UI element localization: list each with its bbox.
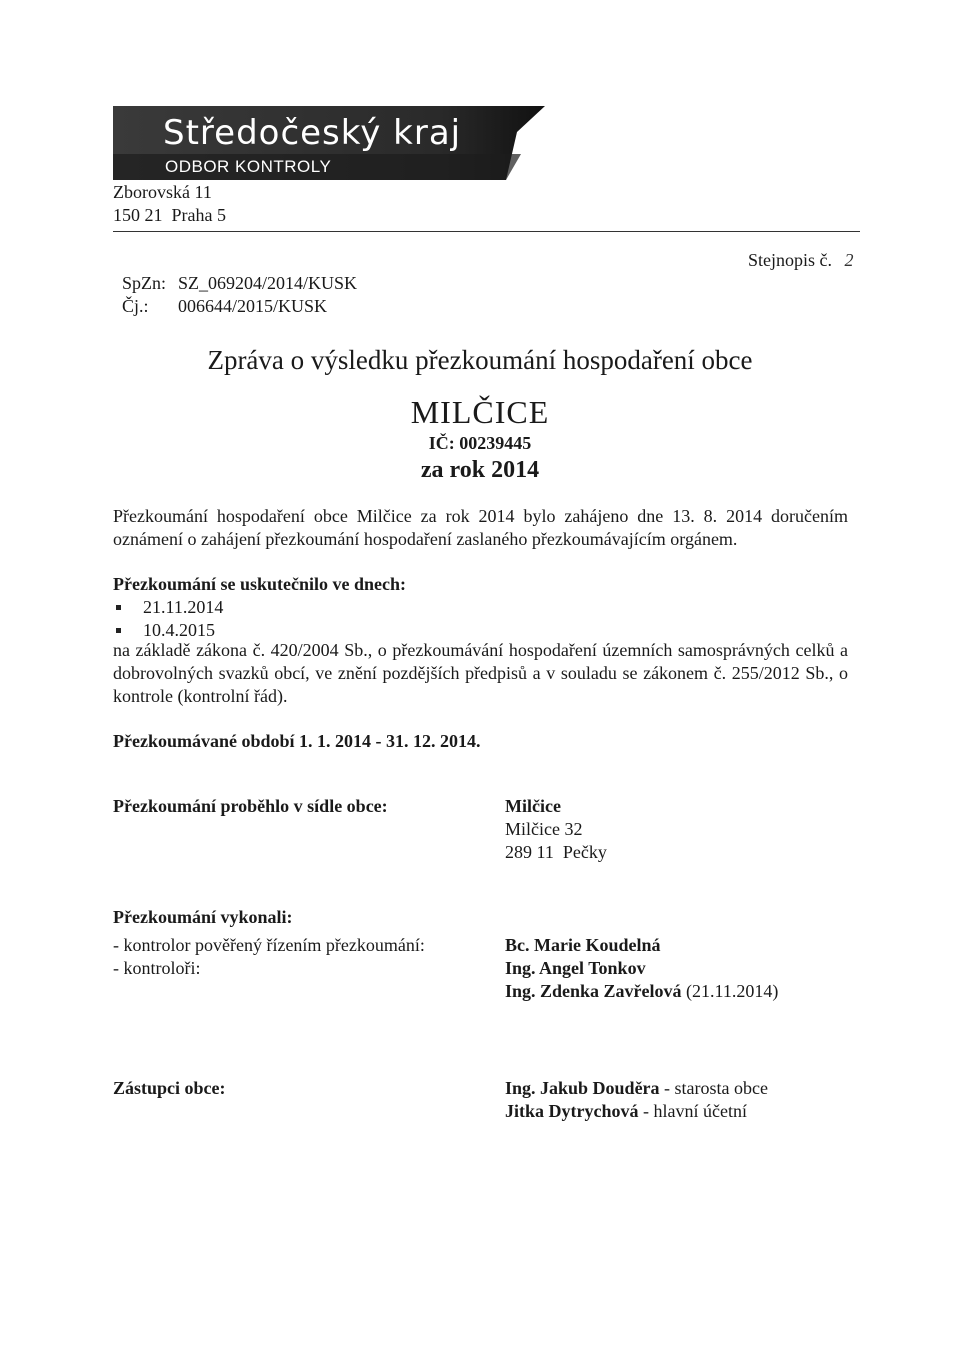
performed-label: Přezkoumání vykonali: (113, 907, 293, 927)
representatives-list (505, 1077, 768, 1123)
municipality-ic: IČ: 00239445 (428, 433, 532, 453)
person-controller-2 (505, 980, 778, 1003)
municipality-name: MILČICE (410, 394, 550, 430)
office-address (113, 181, 226, 227)
header-divider (113, 231, 860, 232)
report-year: za rok 2014 (420, 457, 540, 483)
location-address (505, 795, 607, 864)
person-controller-1: Ing. Angel Tonkov (505, 958, 646, 978)
reference-cj (113, 272, 327, 318)
dates-list (113, 596, 223, 642)
logo-title: Středočeský kraj (163, 113, 462, 153)
location-label: Přezkoumání proběhlo v sídle obce: (113, 796, 388, 816)
person-lead: Bc. Marie Koudelná (505, 935, 661, 955)
person-controller-2-note: (21.11.2014) (681, 981, 779, 1001)
dates-label: Přezkoumání se uskutečnilo ve dnech: (113, 574, 407, 594)
copy-number-handwritten: 2 (844, 250, 854, 270)
representative-1-name: Ing. Jakub Douděra (505, 1078, 660, 1098)
representative-2-role: - hlavní účetní (638, 1101, 747, 1121)
representative-1-role: - starosta obce (659, 1078, 769, 1098)
cj-value: 006644/2015/KUSK (178, 296, 328, 316)
roles-list (113, 934, 425, 980)
representative-1 (505, 1077, 768, 1100)
location-name: Milčice (505, 796, 561, 816)
address-street: Zborovská 11 (113, 182, 212, 202)
spzn-label: SpZn: (122, 273, 167, 293)
representative-2-name: Jitka Dytrychová (505, 1101, 639, 1121)
logo-subtitle: ODBOR KONTROLY (165, 157, 332, 176)
address-city: 150 21 Praha 5 (113, 205, 226, 225)
location-street: Milčice 32 (505, 819, 583, 839)
kraj-logo (113, 106, 545, 180)
date-item: 21.11.2014 (113, 596, 223, 619)
representative-2 (505, 1100, 768, 1123)
role-lead: - kontrolor pověřený řízením přezkoumání: (113, 935, 425, 955)
role-controllers: - kontroloři: (113, 958, 201, 978)
date-item: 10.4.2015 (113, 619, 223, 642)
people-list (505, 934, 778, 1003)
copy-number (748, 249, 854, 272)
review-period: Přezkoumávané období 1. 1. 2014 - 31. 12. 2014. (113, 731, 481, 751)
legal-basis-paragraph: na základě zákona č. 420/2004 Sb., o přezkoumávání hospodaření územních samosprávných celků a dobrovolných svazků obcí, ve znění pozdějších předpisů a v souladu se zákonem č. 255/2012 Sb., o kontrole (kontrolní řád). (113, 640, 848, 706)
location-city: 289 11 Pečky (505, 842, 607, 862)
spzn-value: SZ_069204/2014/KUSK (178, 273, 358, 293)
person-controller-2-name: Ing. Zdenka Zavřelová (505, 981, 682, 1001)
representatives-label: Zástupci obce: (113, 1078, 226, 1098)
cj-label: Čj.: (122, 296, 149, 316)
report-title: Zpráva o výsledku přezkoumání hospodaření obce (207, 345, 753, 375)
copy-label: Stejnopis č. (748, 250, 832, 270)
intro-paragraph: Přezkoumání hospodaření obce Milčice za rok 2014 bylo zahájeno dne 13. 8. 2014 doručením oznámení o zahájení přezkoumání hospodaření zaslaného přezkoumávajícím orgánem. (113, 506, 848, 549)
